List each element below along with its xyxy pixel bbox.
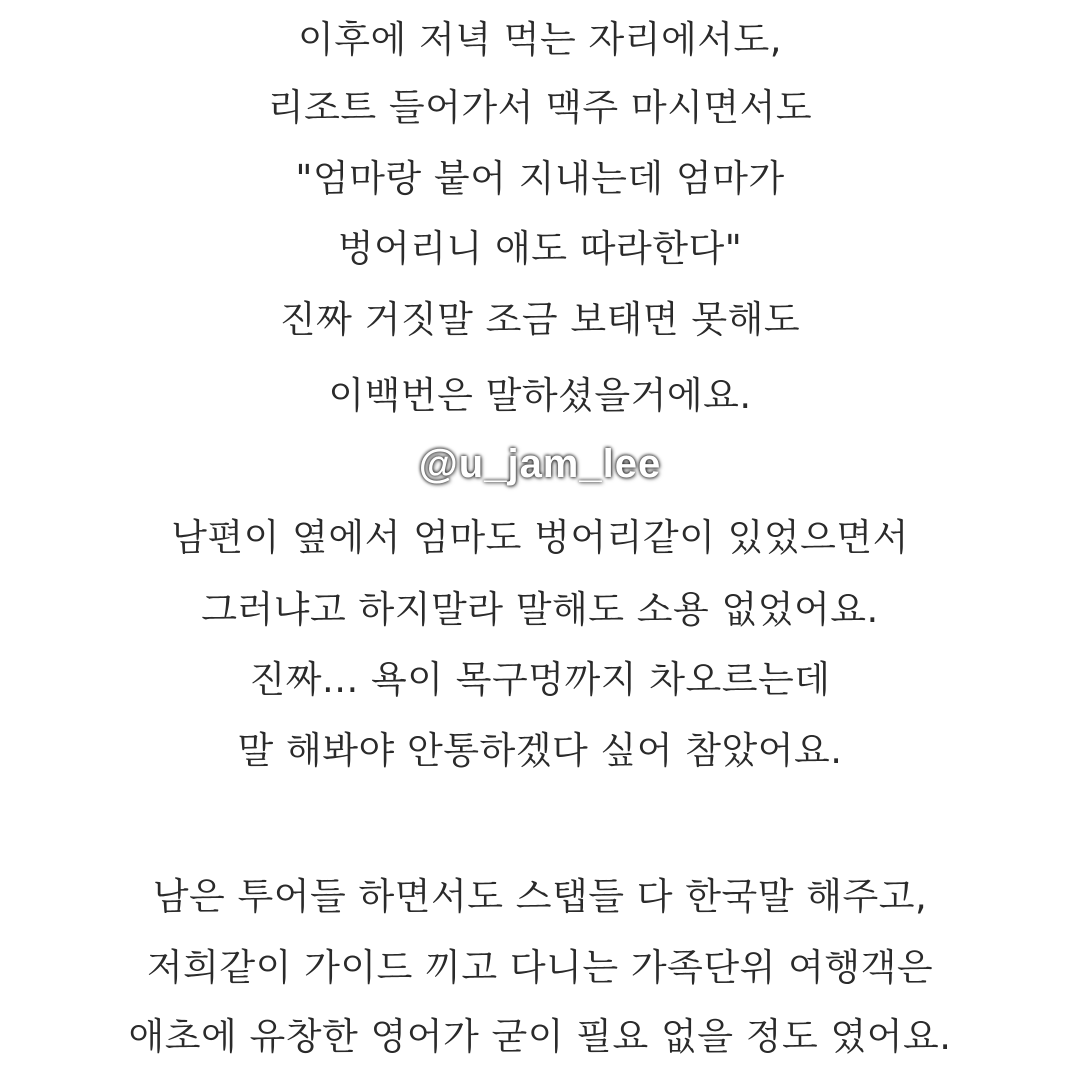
text-line: "엄마랑 붙어 지내는데 엄마가	[295, 157, 785, 200]
text-line: 벙어리니 애도 따라한다"	[337, 227, 743, 270]
text-line: 리조트 들어가서 맥주 마시면서도	[267, 86, 813, 129]
text-line: 저희같이 가이드 끼고 다니는 가족단위 여행객은	[146, 946, 934, 989]
watermark-handle: @u_jam_lee	[418, 442, 662, 486]
text-line: 남편이 옆에서 엄마도 벙어리같이 있었으면서	[171, 516, 909, 559]
text-line: 이백번은 말하셨을거에요.	[328, 374, 752, 417]
text-line: 이후에 저녁 먹는 자리에서도,	[298, 18, 782, 61]
text-line: 애초에 유창한 영어가 굳이 필요 없을 정도 였어요.	[128, 1015, 952, 1058]
text-line: 그러냐고 하지말라 말해도 소용 없었어요.	[201, 588, 879, 631]
text-line: 말 해봐야 안통하겠다 싶어 참았어요.	[237, 729, 843, 772]
text-line: 진짜... 욕이 목구멍까지 차오르는데	[249, 658, 831, 701]
text-line: 남은 투어들 하면서도 스탭들 다 한국말 해주고,	[152, 875, 928, 918]
text-line: 진짜 거짓말 조금 보태면 못해도	[279, 298, 801, 341]
